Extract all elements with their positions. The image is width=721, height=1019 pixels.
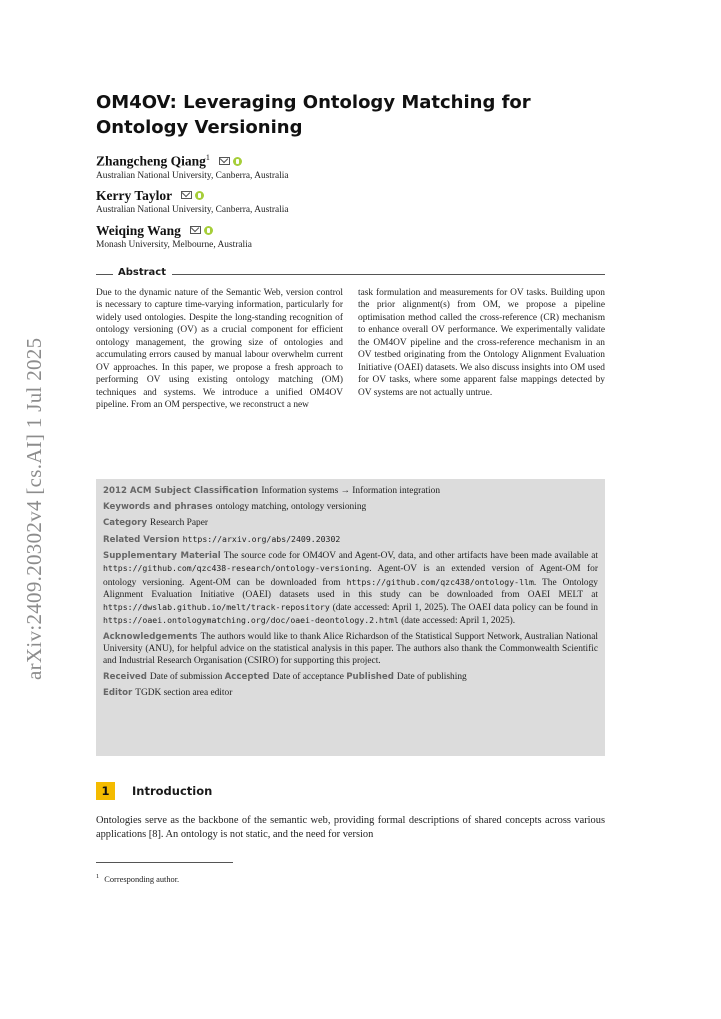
acm-classification: 2012 ACM Subject Classification Information systems → Information integration: [103, 486, 441, 496]
footnote-text: Corresponding author.: [104, 874, 180, 884]
repository-link[interactable]: https://github.com/qzc438/ontology-llm: [346, 576, 534, 587]
author-affiliation: Australian National University, Canberra, Australia: [96, 170, 289, 181]
author-block: [96, 150, 596, 182]
paper-title: OM4OV: Leveraging Ontology Matching for Ontology Versioning: [96, 92, 531, 138]
orcid-icon[interactable]: [195, 191, 204, 200]
email-icon[interactable]: [190, 226, 201, 234]
section-title: Introduction: [132, 784, 213, 798]
abstract-heading: [96, 267, 605, 281]
repository-link[interactable]: https://github.com/qzc438-research/ontology-versioning: [103, 563, 370, 574]
author-affiliation: Monash University, Melbourne, Australia: [96, 240, 252, 250]
related-version: Related Version https://arxiv.org/abs/2409.20302: [103, 534, 341, 546]
related-version-link[interactable]: https://arxiv.org/abs/2409.20302: [182, 534, 341, 545]
author-block: [96, 220, 596, 251]
heading-rule: [172, 274, 605, 275]
author-affiliation: Australian National University, Canberra, Australia: [96, 205, 289, 215]
abstract-label: Abstract: [118, 267, 167, 278]
abstract-column-left: Due to the dynamic nature of the Semantic Web, version control is necessary to capture time-varying information, particularly for widely used ontologies. Despite the long-standing recognition of ontology versioning (OV) as a crucial component for efficient ontology management, the growing size of ontologies and accumulating errors caused by manual labour overwhelm current OV approaches. In this paper, we propose a fresh approach to performing OV using existing ontology matching (OM) techniques and systems. We introduce a unified OM4OV pipeline. From an OM perspective, we reconstruct a new: [96, 288, 343, 411]
section-number: 1: [96, 782, 115, 800]
keywords: Keywords and phrases ontology matching, ontology versioning: [103, 502, 367, 513]
author-name: Kerry Taylor: [96, 188, 173, 203]
publication-dates: Received Date of submission Accepted Date of acceptance Published Date of publishing: [103, 672, 467, 683]
author-name: Weiqing Wang: [96, 223, 181, 238]
footnote: [96, 873, 179, 884]
email-icon[interactable]: [181, 191, 192, 199]
footnote-rule: [96, 862, 233, 863]
policy-link[interactable]: https://oaei.ontologymatching.org/doc/oaei-deontology.2.html: [103, 614, 399, 625]
arxiv-identifier: arXiv:2409.20302v4 [cs.AI] 1 Jul 2025: [22, 337, 46, 680]
footnote-mark: 1: [205, 153, 210, 162]
editor: Editor TGDK section area editor: [103, 688, 233, 699]
introduction-text: Ontologies serve as the backbone of the semantic web, providing formal descriptions of shared concepts across various applications [8]. An ontology is not static, and the need for version: [96, 815, 605, 840]
author-block: [96, 185, 596, 216]
email-icon[interactable]: [219, 157, 230, 165]
abstract-column-right: task formulation and measurements for OV tasks. Building upon the prior alignment(s) from OM, we propose a pipeline optimisation method called the cross-reference (CR) mechanism to enhance overall OV performance. We experimentally validate the OM4OV pipeline and the cross-reference mechanism in an OV testbed originating from the Ontology Alignment Evaluation Initiative (OAEI) datasets. We also discuss insights into OM used for OV tasks, where some apparent false mappings detected by OV systems are not actually untrue.: [358, 288, 605, 398]
author-name: Zhangcheng Qiang$^1$: [96, 153, 210, 169]
repository-link[interactable]: https://dwslab.github.io/melt/track-repository: [103, 601, 330, 612]
acknowledgements: Acknowledgements The authors would like to thank Alice Richardson of the Statistical Support Network, Australian National University (ANU), for helpful advice on the statistical analysis in this paper. The authors also thank the Commonwealth Scientific and Industrial Research Organisation (CSIRO) for supporting this project.: [103, 631, 598, 667]
supplementary-material: Supplementary Material The source code for OM4OV and Agent-OV, data, and other artifacts have been made available at https://github.com/qzc438-research/ontology-versioning. Agent-OV is an extended version of Agent-OM for ontology versioning. Agent-OM can be downloaded from https://github.com/qzc438/ontology-llm. The Ontology Alignment Evaluation Initiative (OAEI) datasets used in this study can be downloaded from OAEI MELT at https://dwslab.github.io/melt/track-repository (date accessed: April 1, 2025). The OAEI data policy can be found in https://oaei.ontologymatching.org/doc/oaei-deontology.2.html (date accessed: April 1, 2025).: [103, 551, 598, 626]
orcid-icon[interactable]: [204, 226, 213, 235]
heading-rule: [96, 274, 113, 275]
footnote-mark: 1: [96, 873, 100, 880]
metadata-box: [96, 479, 605, 756]
category: Category Research Paper: [103, 518, 208, 529]
orcid-icon[interactable]: [233, 157, 242, 166]
